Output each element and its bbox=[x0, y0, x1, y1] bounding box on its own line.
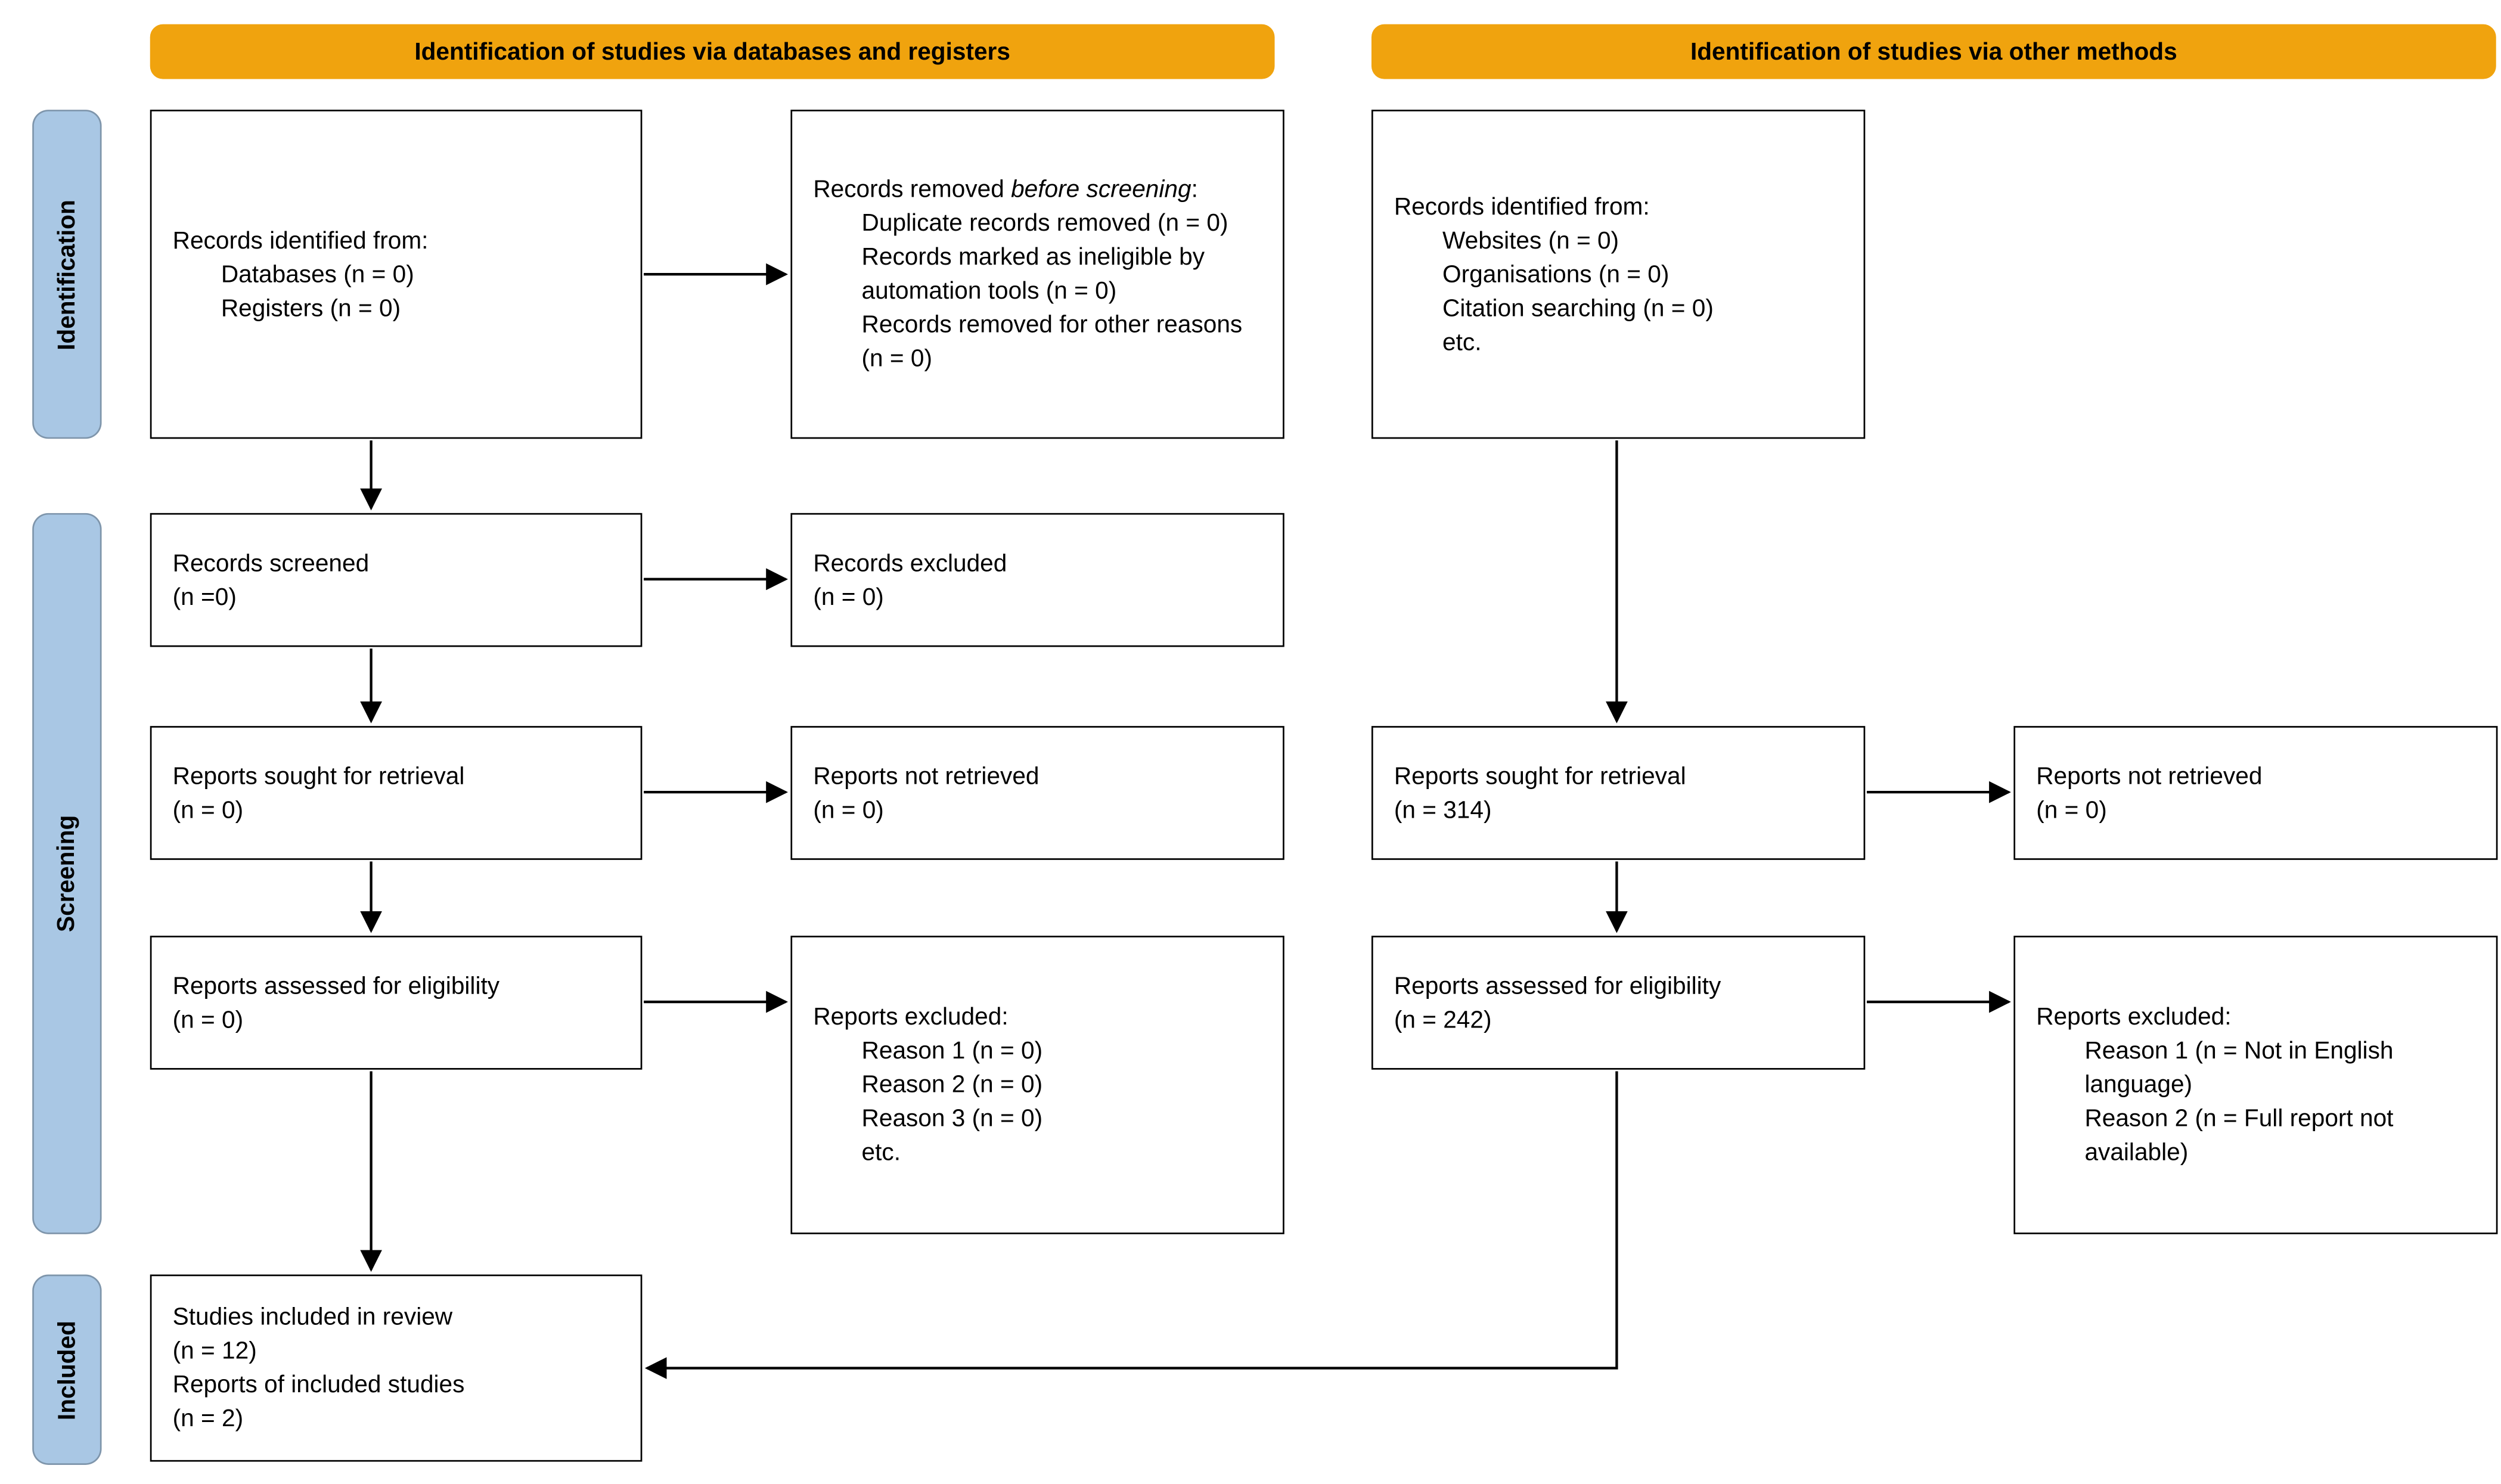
box-text-line: etc. bbox=[861, 1139, 901, 1167]
box-text-line: Reason 2 (n = 0) bbox=[861, 1071, 1043, 1099]
box-studies-included bbox=[150, 1275, 643, 1462]
box-text-line: Records identified from: bbox=[1394, 193, 1650, 221]
box-text-line: (n = 12) bbox=[172, 1337, 257, 1365]
box-text-line: Reports not retrieved bbox=[2036, 762, 2263, 790]
box-text-line: Studies included in review bbox=[172, 1303, 453, 1331]
box-text-line: (n = 0) bbox=[813, 583, 884, 611]
box-records-removed-before-screening bbox=[790, 110, 1284, 439]
box-records-screened bbox=[150, 513, 643, 647]
box-text-line: Websites (n = 0) bbox=[1442, 226, 1619, 254]
stage-screening bbox=[32, 513, 101, 1234]
box-reports-assessed-other bbox=[1371, 936, 1865, 1070]
title-prefix: Records removed bbox=[813, 176, 1011, 204]
box-text-line: Reports assessed for eligibility bbox=[1394, 971, 1721, 999]
box-text-line: Registers (n = 0) bbox=[221, 294, 401, 322]
box-reports-excluded-databases bbox=[790, 936, 1284, 1234]
box-text-line: Duplicate records removed (n = 0) bbox=[861, 209, 1228, 237]
box-text-line: Records removed for other reasons (n = 0) bbox=[861, 311, 1243, 373]
box-text-line: Reason 3 (n = 0) bbox=[861, 1105, 1043, 1133]
header-databases-label: Identification of studies via databases and registers bbox=[414, 38, 1010, 66]
header-databases-registers bbox=[150, 24, 1275, 79]
box-text-line: Reports excluded: bbox=[2036, 1003, 2232, 1031]
stage-identification-label: Identification bbox=[53, 198, 81, 350]
stage-included-label: Included bbox=[53, 1320, 81, 1420]
box-text-line: Reason 1 (n = Not in English language) bbox=[2084, 1037, 2394, 1099]
box-text-line: Reports of included studies bbox=[172, 1371, 465, 1399]
box-text-line: Databases (n = 0) bbox=[221, 260, 414, 288]
box-text-line: Organisations (n = 0) bbox=[1442, 260, 1670, 288]
box-text-line: Reason 1 (n = 0) bbox=[861, 1037, 1043, 1065]
box-text-line: Reports sought for retrieval bbox=[172, 762, 465, 790]
stage-included bbox=[32, 1275, 101, 1465]
box-text-line: (n = 0) bbox=[813, 796, 884, 824]
box-text-line: Reports sought for retrieval bbox=[1394, 762, 1686, 790]
box-records-identified-databases bbox=[150, 110, 643, 439]
box-text-line: Records excluded bbox=[813, 549, 1007, 577]
box-text-line: Reason 2 (n = Full report not available) bbox=[2084, 1105, 2394, 1167]
box-records-identified-other bbox=[1371, 110, 1865, 439]
box-reports-not-retrieved-other bbox=[2013, 726, 2497, 860]
box-text-line: Records identified from: bbox=[172, 226, 429, 254]
box-text-line: (n = 0) bbox=[2036, 796, 2107, 824]
box-text-line: Reports not retrieved bbox=[813, 762, 1040, 790]
box-reports-not-retrieved-databases bbox=[790, 726, 1284, 860]
stage-identification bbox=[32, 110, 101, 439]
box-reports-assessed-databases bbox=[150, 936, 643, 1070]
box-text-line: etc. bbox=[1442, 328, 1482, 356]
box-reports-sought-databases bbox=[150, 726, 643, 860]
header-other-label: Identification of studies via other methods bbox=[1690, 38, 2177, 66]
box-text-line: Reports excluded: bbox=[813, 1003, 1009, 1031]
box-records-excluded bbox=[790, 513, 1284, 647]
box-text-line: Records marked as ineligible by automation tools (n = 0) bbox=[861, 243, 1205, 305]
box-text-line: Citation searching (n = 0) bbox=[1442, 294, 1714, 322]
box-text-line: (n = 0) bbox=[172, 1005, 244, 1033]
box-text-line bbox=[813, 173, 1262, 207]
box-text-line: Reports assessed for eligibility bbox=[172, 971, 500, 999]
box-text-line: (n = 314) bbox=[1394, 796, 1492, 824]
stage-screening-label: Screening bbox=[53, 815, 81, 933]
box-text-line: Records screened bbox=[172, 549, 370, 577]
box-text-line: (n = 0) bbox=[172, 796, 244, 824]
title-suffix: : bbox=[1191, 176, 1198, 204]
box-reports-sought-other bbox=[1371, 726, 1865, 860]
box-text-line: (n = 2) bbox=[172, 1405, 244, 1433]
box-reports-excluded-other bbox=[2013, 936, 2497, 1234]
box-text-line: (n =0) bbox=[172, 583, 237, 611]
header-other-methods bbox=[1371, 24, 2496, 79]
box-text-line: (n = 242) bbox=[1394, 1005, 1492, 1033]
title-italic: before screening bbox=[1011, 176, 1191, 204]
